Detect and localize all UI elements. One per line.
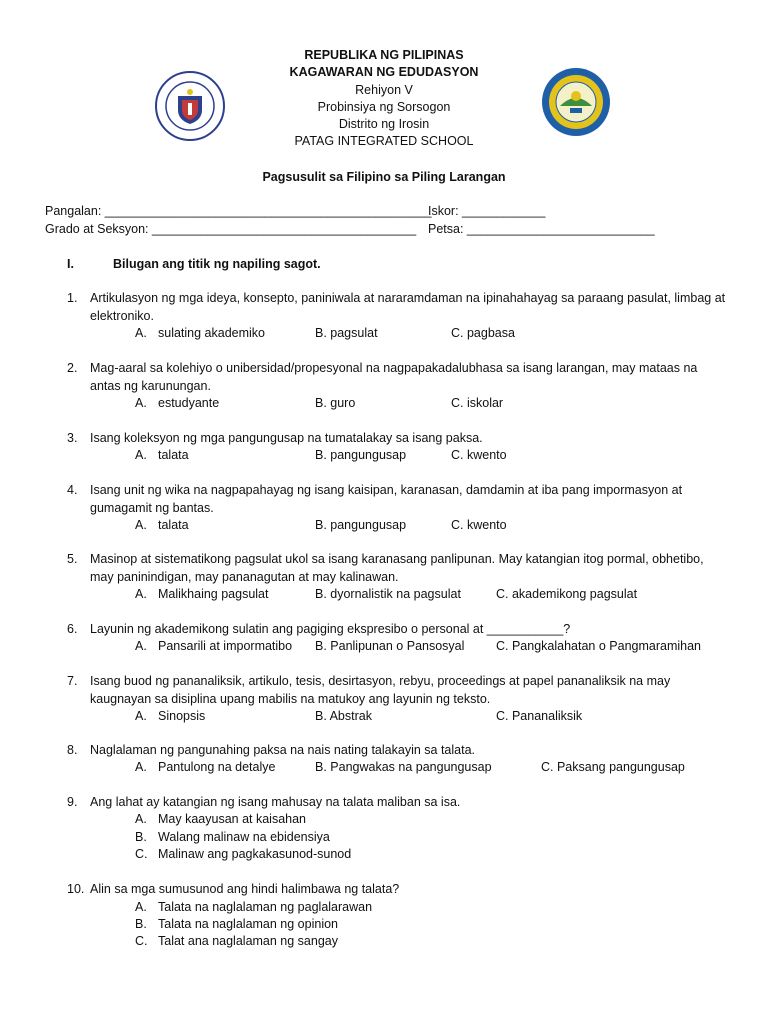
choice-b[interactable]: B. guro — [315, 396, 356, 410]
score-field[interactable]: Iskor: ____________ — [428, 204, 546, 218]
choice-b[interactable]: B. pangungusap — [315, 518, 407, 532]
question-number: 9. — [67, 795, 78, 809]
header-region: Rehiyon V — [355, 82, 413, 97]
question-number: 2. — [67, 361, 78, 375]
choice-b[interactable]: B. Pangwakas na pangungusap — [315, 760, 492, 774]
choice-letter: A. — [135, 639, 147, 653]
choice-b[interactable]: B. Panlipunan o Pansosyal — [315, 639, 465, 653]
choice-letter: C. — [135, 847, 148, 861]
choice-text: Sinopsis — [158, 709, 206, 723]
choice-text: talata — [158, 448, 189, 462]
choice-a[interactable] — [135, 517, 189, 535]
choice-a[interactable] — [135, 395, 219, 413]
question-number: 10. — [67, 882, 85, 896]
section-instruction: Bilugan ang titik ng napiling sagot. — [113, 257, 321, 271]
header-province: Probinsiya ng Sorsogon — [317, 99, 451, 114]
choice-text: Talat ana naglalaman ng sangay — [158, 934, 338, 948]
question-number: 5. — [67, 552, 78, 566]
choice-letter: A. — [135, 587, 147, 601]
choice-b[interactable]: B. pangungusap — [315, 448, 407, 462]
header-school: PATAG INTEGRATED SCHOOL — [294, 134, 474, 149]
choice-text: talata — [158, 518, 189, 532]
school-seal-logo — [540, 66, 612, 138]
choice-a[interactable] — [135, 638, 292, 656]
question-stem: Layunin ng akademikong sulatin ang pagiging ekspresibo o personal at ___________? — [90, 622, 571, 636]
question-number: 6. — [67, 622, 78, 636]
choice-letter: A. — [135, 900, 147, 914]
question-number: 8. — [67, 743, 78, 757]
grade-section-field[interactable]: Grado at Seksyon: ______________________________________ — [45, 222, 417, 236]
choice-letter: B. — [135, 830, 147, 844]
choice-b[interactable]: B. dyornalistik na pagsulat — [315, 587, 461, 601]
choice-letter: A. — [135, 326, 147, 340]
choice-letter: A. — [135, 709, 147, 723]
choice-text: Pantulong na detalye — [158, 760, 276, 774]
question-number: 3. — [67, 431, 78, 445]
choice-c[interactable]: C. kwento — [451, 448, 507, 462]
choice-b[interactable]: B. pagsulat — [315, 326, 378, 340]
choice-a[interactable] — [135, 586, 269, 604]
question-stem: Alin sa mga sumusunod ang hindi halimbawa ng talata? — [90, 882, 400, 896]
choice-text: Talata na naglalaman ng opinion — [158, 917, 338, 931]
header-republic: REPUBLIKA NG PILIPINAS — [304, 48, 464, 62]
exam-title: Pagsusulit sa Filipino sa Piling Larangan — [262, 170, 506, 184]
header-department: KAGAWARAN NG EDUDASYON — [289, 65, 479, 80]
header-district: Distrito ng Irosin — [338, 117, 430, 132]
question-number: 1. — [67, 291, 78, 305]
choice-c[interactable]: C. pagbasa — [451, 326, 515, 340]
question-stem: Isang koleksyon ng mga pangungusap na tumatalakay sa isang paksa. — [90, 431, 483, 445]
choice-text: Malinaw ang pagkakasunod-sunod — [158, 847, 352, 861]
question-stem: Isang unit ng wika na nagpapahayag ng isang kaisipan, karanasan, damdamin at iba pang impormasyon at gumagamit ng bantas. — [90, 483, 683, 515]
choice-a[interactable] — [135, 759, 275, 777]
choice-b[interactable] — [135, 829, 330, 847]
question-stem: Naglalaman ng pangunahing paksa na nais nating talakayin sa talata. — [90, 743, 475, 757]
choice-text: Pansarili at impormatibo — [158, 639, 293, 653]
choice-text: Malikhaing pagsulat — [158, 587, 269, 601]
question-stem: Artikulasyon ng mga ideya, konsepto, paniniwala at nararamdaman na ipinahahayag sa paraang pasulat, limbag at elektroniko. — [90, 291, 726, 323]
question-stem: Mag-aaral sa kolehiyo o unibersidad/propesyonal na nagpapakadalubhasa sa isang larangan, may mataas na antas ng karunungan. — [90, 361, 698, 393]
choice-a[interactable] — [135, 325, 265, 343]
question-stem: Ang lahat ay katangian ng isang mahusay na talata maliban sa isa. — [90, 795, 461, 809]
date-field[interactable]: Petsa: ___________________________ — [428, 222, 655, 236]
choice-letter: A. — [135, 396, 147, 410]
choice-c[interactable]: C. akademikong pagsulat — [496, 587, 638, 601]
choice-c[interactable] — [135, 933, 338, 951]
deped-seal-logo — [154, 70, 226, 142]
name-field[interactable]: Pangalan: _______________________________________________ — [45, 204, 432, 218]
choice-text: Talata na naglalaman ng paglalarawan — [158, 900, 373, 914]
question-number: 4. — [67, 483, 78, 497]
question-stem: Isang buod ng pananaliksik, artikulo, tesis, desirtasyon, rebyu, proceedings at papel pananaliksik na may kaugnayan sa disiplina upang mabilis na matukoy ang layunin ng teksto. — [90, 674, 671, 706]
document-header — [0, 47, 768, 151]
question-stem: Masinop at sistematikong pagsulat ukol sa isang karanasang panlipunan. May katangian itog pormal, obhetibo, may paninindigan, may pananagutan at may kalinawan. — [90, 552, 704, 584]
choice-text: sulating akademiko — [158, 326, 266, 340]
choice-letter: B. — [135, 917, 147, 931]
choice-c[interactable] — [135, 846, 351, 864]
choice-c[interactable]: C. Paksang pangungusap — [541, 760, 685, 774]
choice-b[interactable]: B. Abstrak — [315, 709, 372, 723]
choice-text: estudyante — [158, 396, 220, 410]
choice-letter: A. — [135, 760, 147, 774]
question-number: 7. — [67, 674, 78, 688]
choice-letter: A. — [135, 518, 147, 532]
choice-a[interactable] — [135, 811, 306, 829]
choice-a[interactable] — [135, 708, 205, 726]
choice-c[interactable]: C. Pananaliksik — [496, 709, 583, 723]
choice-b[interactable] — [135, 916, 338, 934]
choice-letter: A. — [135, 448, 147, 462]
choice-a[interactable] — [135, 899, 372, 917]
choice-letter: C. — [135, 934, 148, 948]
choice-c[interactable]: C. Pangkalahatan o Pangmaramihan — [496, 639, 701, 653]
choice-c[interactable]: C. kwento — [451, 518, 507, 532]
choice-a[interactable] — [135, 447, 189, 465]
choice-c[interactable]: C. iskolar — [451, 396, 504, 410]
choice-text: May kaayusan at kaisahan — [158, 812, 307, 826]
section-number: I. — [67, 257, 74, 271]
choice-letter: A. — [135, 812, 147, 826]
choice-text: Walang malinaw na ebidensiya — [158, 830, 330, 844]
